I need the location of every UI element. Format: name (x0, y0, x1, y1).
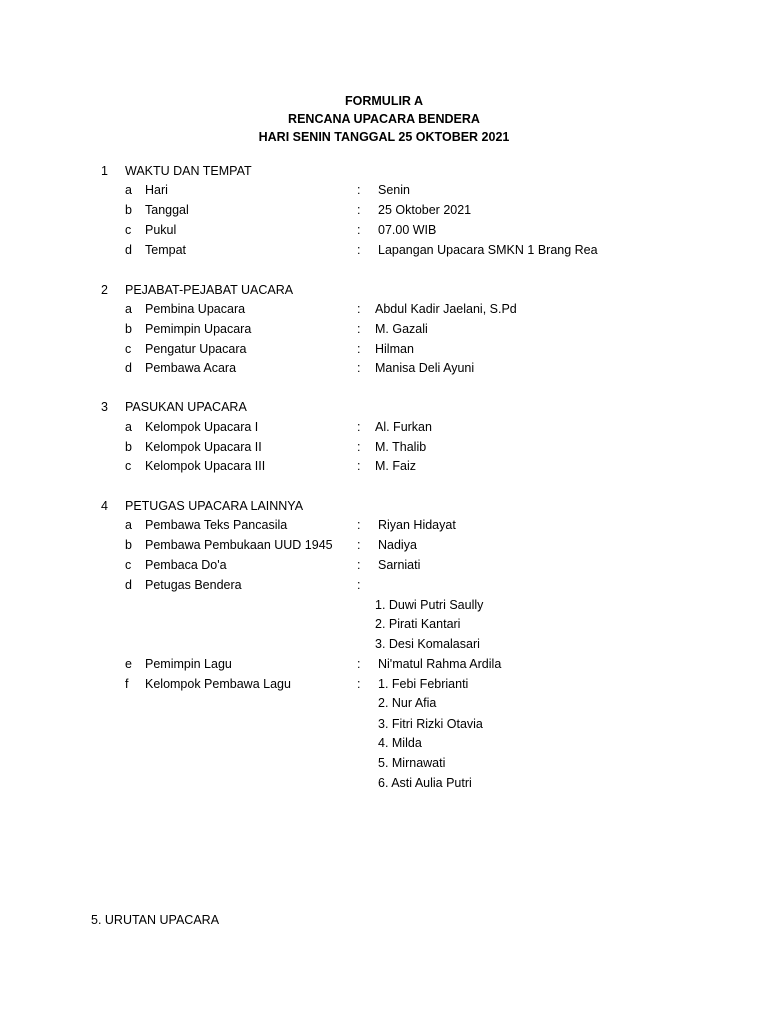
item-value: Abdul Kadir Jaelani, S.Pd (375, 302, 517, 316)
item-value: M. Gazali (375, 322, 428, 336)
item-letter: d (125, 361, 132, 375)
section-number: 3 (101, 400, 108, 414)
item-colon: : (357, 183, 361, 197)
item-letter: c (125, 223, 132, 237)
item-letter: c (125, 558, 132, 572)
item-value: 3. Desi Komalasari (375, 637, 480, 651)
item-colon: : (357, 578, 361, 592)
item-colon: : (357, 342, 361, 356)
item-label: Kelompok Pembawa Lagu (145, 677, 291, 691)
item-label: Kelompok Upacara II (145, 440, 262, 454)
item-colon: : (357, 518, 361, 532)
item-value: 2. Pirati Kantari (375, 617, 461, 631)
item-label: Pembawa Pembukaan UUD 1945 (145, 538, 333, 552)
item-letter: e (125, 657, 132, 671)
item-colon: : (357, 223, 361, 237)
section-5-header: 5. URUTAN UPACARA (91, 913, 220, 927)
form-main-title: RENCANA UPACARA BENDERA (288, 112, 480, 126)
form-code-title: FORMULIR A (345, 94, 423, 108)
item-value: M. Thalib (375, 440, 427, 454)
section-number: 4 (101, 499, 108, 513)
form-date-title: HARI SENIN TANGGAL 25 OKTOBER 2021 (258, 130, 510, 144)
item-colon: : (357, 243, 361, 257)
item-colon: : (357, 440, 361, 454)
item-value: 2. Nur Afia (378, 696, 437, 710)
section-title: WAKTU DAN TEMPAT (125, 164, 252, 178)
item-value: 1. Febi Febrianti (378, 677, 469, 691)
item-value: 3. Fitri Rizki Otavia (378, 717, 483, 731)
item-label: Pembina Upacara (145, 302, 246, 316)
item-value: Al. Furkan (375, 420, 432, 434)
section-number: 2 (101, 283, 108, 297)
item-value: 07.00 WIB (378, 223, 437, 237)
item-value: Lapangan Upacara SMKN 1 Brang Rea (378, 243, 598, 257)
section-number: 1 (101, 164, 108, 178)
item-letter: a (125, 183, 132, 197)
section-title: PASUKAN UPACARA (125, 400, 247, 414)
item-value: Ni'matul Rahma Ardila (378, 657, 502, 671)
item-value: M. Faiz (375, 459, 416, 473)
item-label: Pukul (145, 223, 177, 237)
item-colon: : (357, 302, 361, 316)
item-value: Hilman (375, 342, 414, 356)
item-letter: b (125, 440, 132, 454)
item-colon: : (357, 203, 361, 217)
item-letter: c (125, 459, 132, 473)
item-letter: d (125, 243, 132, 257)
item-label: Hari (145, 183, 168, 197)
item-value: 25 Oktober 2021 (378, 203, 472, 217)
item-label: Pemimpin Lagu (145, 657, 232, 671)
item-label: Kelompok Upacara III (145, 459, 266, 473)
item-letter: b (125, 322, 132, 336)
item-letter: c (125, 342, 132, 356)
item-label: Pengatur Upacara (145, 342, 247, 356)
section-title: PEJABAT-PEJABAT UACARA (125, 283, 294, 297)
item-value: Riyan Hidayat (378, 518, 456, 532)
item-label: Pembaca Do'a (145, 558, 227, 572)
item-value: Nadiya (378, 538, 417, 552)
item-label: Petugas Bendera (145, 578, 242, 592)
item-label: Tanggal (145, 203, 189, 217)
item-colon: : (357, 459, 361, 473)
section-title: PETUGAS UPACARA LAINNYA (125, 499, 304, 513)
item-letter: f (125, 677, 129, 691)
item-letter: a (125, 420, 132, 434)
item-value: Sarniati (378, 558, 421, 572)
item-letter: b (125, 203, 132, 217)
item-value: 6. Asti Aulia Putri (378, 776, 472, 790)
item-colon: : (357, 361, 361, 375)
item-colon: : (357, 558, 361, 572)
item-label: Pembawa Acara (145, 361, 237, 375)
item-colon: : (357, 677, 361, 691)
item-letter: d (125, 578, 132, 592)
item-label: Kelompok Upacara I (145, 420, 259, 434)
item-colon: : (357, 538, 361, 552)
item-colon: : (357, 657, 361, 671)
item-colon: : (357, 420, 361, 434)
item-value: 1. Duwi Putri Saully (375, 598, 484, 612)
item-value: 5. Mirnawati (378, 756, 446, 770)
item-letter: a (125, 302, 132, 316)
item-label: Pembawa Teks Pancasila (145, 518, 288, 532)
item-colon: : (357, 322, 361, 336)
item-letter: a (125, 518, 132, 532)
item-value: Manisa Deli Ayuni (375, 361, 475, 375)
item-letter: b (125, 538, 132, 552)
item-value: 4. Milda (378, 736, 422, 750)
item-label: Tempat (145, 243, 186, 257)
item-value: Senin (378, 183, 410, 197)
item-label: Pemimpin Upacara (145, 322, 252, 336)
